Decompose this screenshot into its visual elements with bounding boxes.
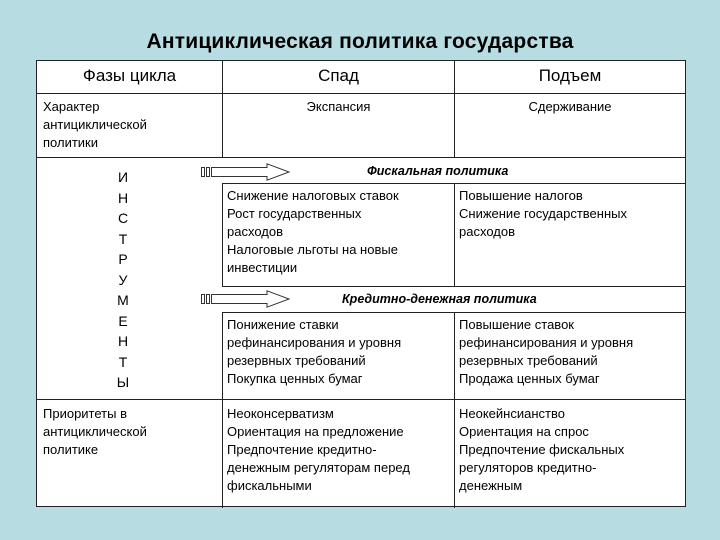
fiscal-recession: Снижение налоговых ставок Рост государственных расходов Налоговые льготы на новые инвестиции [227, 188, 399, 275]
right-arrow-icon [201, 290, 291, 308]
character-recession: Экспансия [306, 99, 371, 114]
priorities-label: Приоритеты в антициклической политике [43, 406, 147, 457]
monetary-recession: Понижение ставки рефинансирования и уровня резервных требований Покупка ценных бумаг [227, 317, 402, 386]
character-boom: Сдерживание [528, 99, 612, 114]
header-recession: Спад [318, 66, 359, 85]
priorities-recession: Неоконсерватизм Ориентация на предложение Предпочтение кредитно- денежным регуляторам перед фискальными [227, 406, 410, 493]
divider [222, 312, 223, 508]
character-label: Характер антициклической политики [43, 99, 147, 150]
header-boom: Подъем [538, 66, 602, 85]
divider [37, 93, 685, 94]
divider [37, 399, 685, 400]
header-phases: Фазы цикла [82, 66, 177, 85]
divider [222, 183, 223, 286]
divider [454, 312, 455, 508]
instruments-label: И Н С Т Р У М Е Н Т Ы [116, 169, 130, 390]
right-arrow-icon [201, 163, 291, 181]
fiscal-heading: Фискальная политика [367, 164, 509, 178]
monetary-boom: Повышение ставок рефинансирования и уровня резервных требований Продажа ценных бумаг [459, 317, 634, 386]
priorities-boom: Неокейнсианство Ориентация на спрос Предпочтение фискальных регуляторов кредитно- денежным [459, 406, 625, 493]
fiscal-boom: Повышение налогов Снижение государственных расходов [459, 188, 627, 239]
monetary-heading: Кредитно-денежная политика [342, 292, 537, 306]
policy-table [36, 60, 686, 507]
divider [454, 183, 455, 286]
divider [37, 157, 685, 158]
divider [222, 286, 685, 287]
page-title: Антициклическая политика государства [146, 30, 574, 53]
